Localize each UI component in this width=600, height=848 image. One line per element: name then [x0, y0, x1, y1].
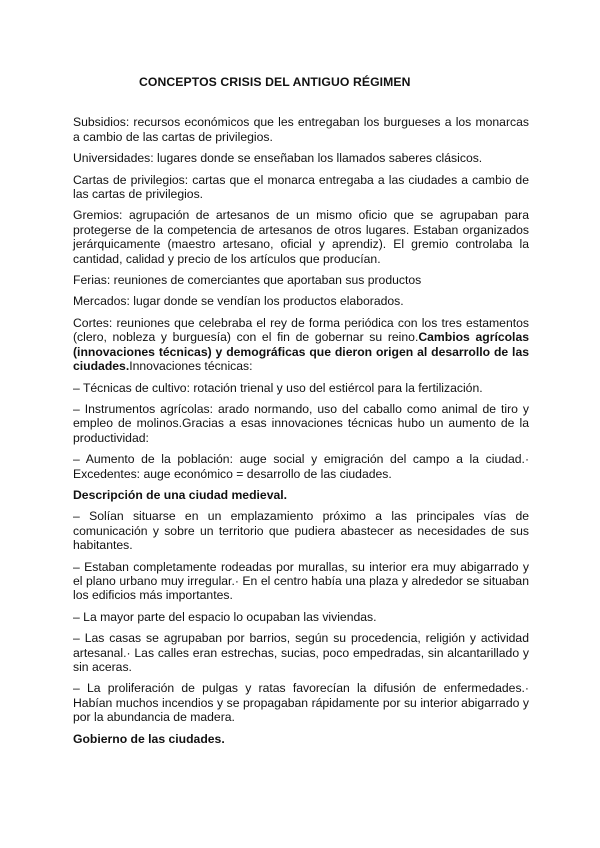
paragraph-cortes: [73, 316, 529, 374]
paragraph-subsidios: Subsidios: recursos económicos que les entregaban los burgueses a los monarcas a cambio de las cartas de privilegios.: [73, 115, 529, 144]
list-item: – Las casas se agrupaban por barrios, según su procedencia, religión y actividad artesanal.· Las calles eran estrechas, sucias, poco empedradas, sin alcantarillado y sin aceras.: [73, 631, 529, 674]
paragraph-cartas: Cartas de privilegios: cartas que el monarca entregaba a las ciudades a cambio de las cartas de privilegios.: [73, 172, 529, 202]
paragraph-gremios: Gremios: agrupación de artesanos de un mismo oficio que se agrupaban para protegerse de la competencia de artesanos de otros lugares. Estaban organizados jerárquicamente (maestro artesano, oficial y aprendiz). El gremio controlaba la cantidad, calidad y precio de los artículos que producían.: [73, 208, 529, 266]
cortes-text: Cortes: reuniones que celebraba el rey de forma periódica con los tres estamentos (clero, nobleza y burguesía) con el fin de gobernar su reino.: [73, 315, 529, 345]
heading-gobierno-ciudades: Gobierno de las ciudades.: [73, 731, 225, 746]
paragraph-universidades: Universidades: lugares donde se enseñaban los llamados saberes clásicos.: [73, 151, 483, 166]
paragraph-tecnicas: – Técnicas de cultivo: rotación trienal y uso del estiércol para la fertilización.: [73, 380, 483, 395]
paragraph-instrumentos: – Instrumentos agrícolas: arado normando, uso del caballo como animal de tiro y empleo de molinos.Gracias a esas innovaciones técnicas hubo un aumento de la productividad:: [73, 401, 529, 445]
paragraph-aumento: – Aumento de la población: auge social y emigración del campo a la ciudad.· Excedentes: auge económico = desarrollo de las ciudades.: [73, 452, 529, 481]
paragraph-ferias: Ferias: reuniones de comerciantes que aportaban sus productos: [73, 273, 422, 288]
document-page: [73, 75, 529, 753]
list-item: – La mayor parte del espacio lo ocupaban las viviendas.: [73, 609, 377, 624]
cortes-tail: Innovaciones técnicas:: [129, 359, 253, 374]
cortes-bold-heading: Cambios agrícolas (innovaciones técnicas) y demográficas que dieron origen al desarrollo de las ciudades.: [73, 330, 530, 374]
heading-ciudad-medieval: Descripción de una ciudad medieval.: [73, 487, 288, 502]
list-item: – Estaban completamente rodeadas por murallas, su interior era muy abigarrado y el plano urbano muy irregular.· En el centro había una plaza y alrededor se situaban los edificios más importantes.: [73, 559, 529, 603]
paragraph-mercados: Mercados: lugar donde se vendían los productos elaborados.: [73, 294, 404, 309]
list-item: – Solían situarse en un emplazamiento próximo a las principales vías de comunicación y sobre un territorio que pudiera abastecer as necesidades de sus habitantes.: [73, 509, 529, 553]
list-item: – La proliferación de pulgas y ratas favorecían la difusión de enfermedades.· Habían muchos incendios y se propagaban rápidamente por su interior abigarrado y por la abundancia de madera.: [73, 681, 529, 725]
document-title: CONCEPTOS CRISIS DEL ANTIGUO RÉGIMEN: [139, 75, 411, 89]
